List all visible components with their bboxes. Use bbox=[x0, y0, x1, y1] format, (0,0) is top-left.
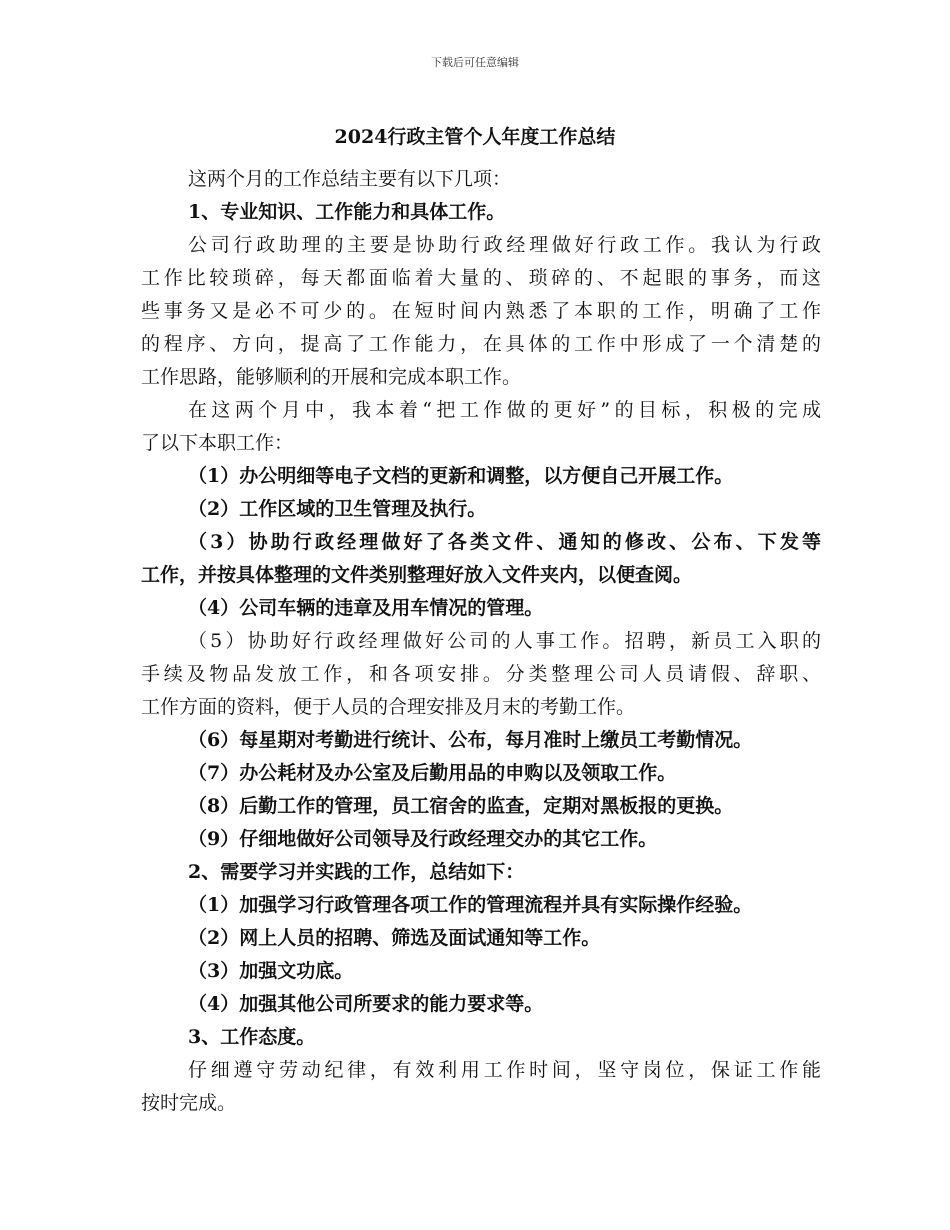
paragraph-line: （9）仔细地做好公司领导及行政经理交办的其它工作。 bbox=[188, 828, 658, 850]
paragraph-line: 按时完成。 bbox=[141, 1092, 237, 1114]
paragraph-line: （4）加强其他公司所要求的能力要求等。 bbox=[188, 993, 544, 1015]
paragraph-line: 些事务又是必不可少的。在短时间内熟悉了本职的工作，明确了工作 bbox=[141, 300, 821, 322]
paragraph-line: （2）工作区域的卫生管理及执行。 bbox=[188, 498, 487, 520]
paragraph-line: 2、需要学习并实践的工作，总结如下： bbox=[188, 861, 525, 883]
paragraph-line: 公司行政助理的主要是协助行政经理做好行政工作。我认为行政 bbox=[188, 234, 821, 256]
document-title: 2024行政主管个人年度工作总结 bbox=[334, 126, 616, 148]
paragraph-line: 3、工作态度。 bbox=[188, 1026, 316, 1048]
paragraph-line: （1）办公明细等电子文档的更新和调整，以方便自己开展工作。 bbox=[188, 465, 734, 487]
paragraph-line: （1）加强学习行政管理各项工作的管理流程并具有实际操作经验。 bbox=[188, 894, 753, 916]
paragraph-line: 在这两个月中，我本着“把工作做的更好”的目标，积极的完成 bbox=[188, 399, 821, 421]
paragraph-line: 的程序、方向，提高了工作能力，在具体的工作中形成了一个清楚的 bbox=[141, 333, 821, 355]
paragraph-line: 这两个月的工作总结主要有以下几项： bbox=[188, 168, 512, 190]
paragraph-line: 工作方面的资料，便于人员的合理安排及月末的考勤工作。 bbox=[141, 696, 636, 718]
paragraph-line: （3）加强文功底。 bbox=[188, 960, 354, 982]
paragraph-line: （3）协助行政经理做好了各类文件、通知的修改、公布、下发等 bbox=[188, 531, 821, 553]
header-note: 下载后可任意编辑 bbox=[431, 56, 519, 69]
paragraph-line: 手续及物品发放工作，和各项安排。分类整理公司人员请假、辞职、 bbox=[141, 663, 821, 685]
paragraph-line: （5）协助好行政经理做好公司的人事工作。招聘，新员工入职的 bbox=[188, 630, 821, 652]
document-body bbox=[141, 163, 821, 1120]
paragraph-line: （4）公司车辆的违章及用车情况的管理。 bbox=[188, 597, 544, 619]
paragraph-line: （7）办公耗材及办公室及后勤用品的申购以及领取工作。 bbox=[188, 762, 677, 784]
paragraph-line: 仔细遵守劳动纪律，有效利用工作时间，坚守岗位，保证工作能 bbox=[188, 1059, 821, 1081]
paragraph-line: 工作思路，能够顺利的开展和完成本职工作。 bbox=[141, 366, 522, 388]
paragraph-line: 1、专业知识、工作能力和具体工作。 bbox=[188, 201, 506, 223]
paragraph-line: （2）网上人员的招聘、筛选及面试通知等工作。 bbox=[188, 927, 601, 949]
paragraph-line: 工作比较琐碎，每天都面临着大量的、琐碎的、不起眼的事务，而这 bbox=[141, 267, 821, 289]
paragraph-line: 工作，并按具体整理的文件类别整理好放入文件夹内，以便查阅。 bbox=[141, 564, 693, 586]
paragraph-line: （8）后勤工作的管理，员工宿舍的监查，定期对黑板报的更换。 bbox=[188, 795, 734, 817]
paragraph-line: （6）每星期对考勤进行统计、公布，每月准时上缴员工考勤情况。 bbox=[188, 729, 753, 751]
paragraph-line: 了以下本职工作： bbox=[141, 432, 294, 454]
